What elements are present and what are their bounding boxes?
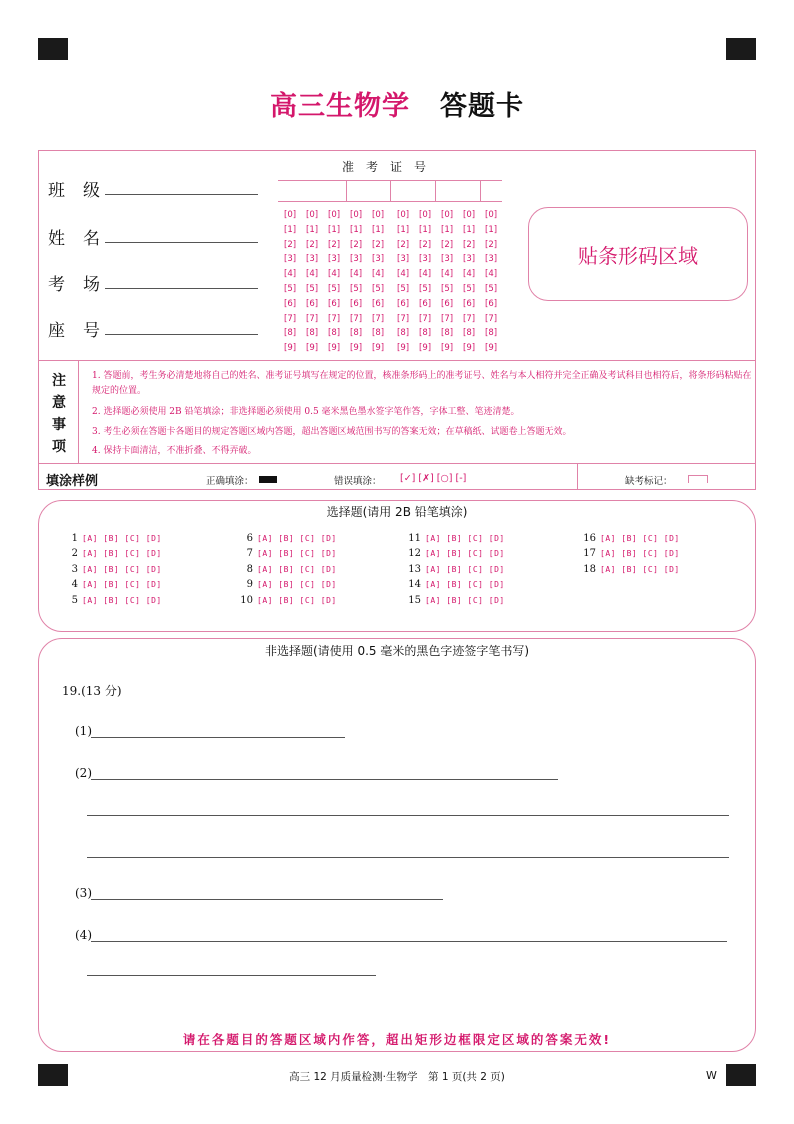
exam-id-bubble[interactable]: [0] bbox=[328, 210, 341, 220]
exam-id-bubble[interactable]: [2] bbox=[419, 239, 432, 250]
exam-id-bubble[interactable]: [6] bbox=[306, 298, 319, 309]
absent-mark-box[interactable] bbox=[688, 475, 708, 483]
exam-id-bubble[interactable]: [8] bbox=[397, 328, 410, 339]
exam-id-bubble[interactable]: [2] bbox=[463, 239, 476, 250]
page-footer: 高三 12 月质量检测·生物学 第 1 页(共 2 页) bbox=[289, 1071, 505, 1083]
field-class-label: 班级 bbox=[48, 181, 118, 201]
grid-sep bbox=[435, 181, 436, 201]
answer-options[interactable]: [A] [B] [C] [D] bbox=[257, 564, 337, 574]
exam-id-bubble[interactable]: [8] bbox=[350, 328, 363, 339]
part-2-label: (2) bbox=[75, 766, 92, 780]
field-class-input[interactable] bbox=[105, 194, 258, 195]
title-card: 答题卡 bbox=[440, 91, 524, 122]
question-number: 6 bbox=[246, 533, 253, 544]
exam-id-bubble[interactable]: [9] bbox=[463, 343, 476, 354]
answer-options[interactable]: [A] [B] [C] [D] bbox=[82, 580, 162, 590]
exam-id-bubble[interactable]: [0] bbox=[372, 210, 385, 220]
notice-char: 意 bbox=[52, 395, 66, 411]
exam-id-bubble[interactable]: [1] bbox=[419, 224, 432, 235]
question-19-label: 19.(13 分) bbox=[62, 684, 122, 698]
title-subject: 高三生物学 bbox=[270, 91, 410, 122]
exam-id-bubble[interactable]: [3] bbox=[485, 254, 498, 265]
exam-id-bubble[interactable]: [1] bbox=[463, 224, 476, 235]
choice-question-row bbox=[403, 562, 505, 577]
exam-id-bubble[interactable]: [9] bbox=[485, 343, 498, 354]
exam-id-bubble[interactable]: [9] bbox=[419, 343, 432, 354]
fill-sample-label: 填涂样例 bbox=[46, 474, 99, 489]
field-room-label: 考场 bbox=[48, 275, 118, 295]
notice-label bbox=[40, 370, 78, 458]
exam-id-bubble[interactable]: [9] bbox=[328, 343, 341, 354]
exam-id-bubble[interactable]: [9] bbox=[350, 343, 363, 354]
exam-id-bubble[interactable]: [5] bbox=[397, 283, 410, 294]
exam-id-bubble[interactable]: [7] bbox=[397, 313, 410, 324]
part-2-answer-line[interactable] bbox=[87, 857, 729, 858]
exam-id-bubble[interactable]: [7] bbox=[306, 313, 319, 324]
exam-id-bubble[interactable]: [5] bbox=[372, 283, 385, 294]
grid-sep bbox=[346, 181, 347, 201]
choice-question-row bbox=[235, 531, 337, 546]
exam-id-bubble[interactable]: [0] bbox=[485, 210, 498, 220]
choice-question-row bbox=[60, 531, 162, 546]
exam-id-bubble[interactable]: [4] bbox=[284, 269, 297, 280]
exam-id-bubble[interactable]: [3] bbox=[328, 254, 341, 265]
question-number: 17 bbox=[583, 548, 596, 560]
question-number: 11 bbox=[408, 533, 421, 544]
exam-id-bubble[interactable]: [3] bbox=[372, 254, 385, 265]
notice-item-2: 2. 选择题必须使用 2B 铅笔填涂；非选择题必须使用 0.5 毫米黑色墨水签字笔作答，字体工整、笔迹清楚。 bbox=[92, 407, 520, 417]
exam-id-bubble[interactable]: [5] bbox=[463, 283, 476, 294]
exam-id-bubble[interactable]: [1] bbox=[397, 224, 410, 235]
question-number: 15 bbox=[408, 594, 421, 606]
choice-question-row bbox=[578, 562, 680, 577]
registration-mark-top-right bbox=[726, 38, 756, 60]
exam-id-bubble-column bbox=[397, 208, 409, 356]
choice-question-row bbox=[235, 562, 337, 577]
choice-column bbox=[578, 531, 680, 577]
answer-options[interactable]: [A] [B] [C] [D] bbox=[600, 534, 680, 543]
wrong-fill-label: 错误填涂： bbox=[334, 476, 382, 487]
question-number: 10 bbox=[240, 594, 253, 606]
question-number: 2 bbox=[71, 548, 78, 560]
question-number: 16 bbox=[583, 533, 596, 544]
answer-area-warning: 请在各题目的答题区域内作答，超出矩形边框限定区域的答案无效! bbox=[182, 1032, 612, 1047]
exam-id-bubble-column bbox=[485, 208, 497, 356]
question-number: 12 bbox=[408, 548, 421, 560]
exam-id-bubble[interactable]: [6] bbox=[397, 298, 410, 309]
part-4-answer-line[interactable] bbox=[91, 941, 727, 942]
choice-question-row bbox=[403, 577, 505, 592]
choice-question-row bbox=[578, 531, 680, 546]
part-1-answer-line[interactable] bbox=[91, 737, 345, 738]
notice-item-4: 4. 保持卡面清洁，不准折叠、不得弄破。 bbox=[92, 446, 257, 456]
exam-id-title: 准考证号 bbox=[341, 160, 438, 174]
exam-id-bubble[interactable]: [4] bbox=[463, 269, 476, 280]
choice-question-row bbox=[578, 546, 680, 561]
part-3-label: (3) bbox=[75, 886, 92, 900]
answer-options[interactable]: [A] [B] [C] [D] bbox=[600, 564, 680, 574]
exam-id-bubble[interactable]: [6] bbox=[419, 298, 432, 309]
answer-options[interactable]: [A] [B] [C] [D] bbox=[425, 549, 505, 559]
exam-id-bubble[interactable]: [4] bbox=[350, 269, 363, 280]
correct-fill-label: 正确填涂： bbox=[206, 476, 254, 487]
exam-id-bubble[interactable]: [8] bbox=[485, 328, 498, 339]
exam-id-bubble[interactable]: [1] bbox=[350, 224, 363, 235]
exam-id-bubble[interactable]: [3] bbox=[397, 254, 410, 265]
exam-id-bubble-column bbox=[419, 208, 431, 356]
part-1-label: (1) bbox=[75, 724, 92, 738]
exam-id-bubble[interactable]: [0] bbox=[441, 210, 454, 220]
exam-id-bubble[interactable]: [2] bbox=[350, 239, 363, 250]
exam-id-bubble[interactable]: [0] bbox=[350, 210, 363, 220]
exam-id-bubble[interactable]: [9] bbox=[284, 343, 297, 354]
exam-id-bubble[interactable]: [7] bbox=[372, 313, 385, 324]
exam-id-bubble[interactable]: [6] bbox=[328, 298, 341, 309]
exam-id-bubble[interactable]: [7] bbox=[350, 313, 363, 324]
exam-id-bubble[interactable]: [8] bbox=[284, 328, 297, 339]
exam-id-bubble[interactable]: [0] bbox=[419, 210, 432, 220]
exam-id-bubble-column bbox=[463, 208, 475, 356]
answer-options[interactable]: [A] [B] [C] [D] bbox=[82, 549, 162, 559]
exam-id-bubble[interactable]: [5] bbox=[485, 283, 498, 294]
exam-id-bubble[interactable]: [7] bbox=[419, 313, 432, 324]
exam-id-bubble[interactable]: [1] bbox=[441, 224, 454, 235]
part-4-answer-line[interactable] bbox=[87, 975, 376, 976]
question-number: 18 bbox=[583, 563, 596, 575]
exam-id-write-grid[interactable] bbox=[278, 180, 502, 202]
exam-id-bubble[interactable]: [6] bbox=[284, 298, 297, 309]
exam-id-bubble[interactable]: [9] bbox=[372, 343, 385, 354]
answer-options[interactable]: [A] [B] [C] [D] bbox=[257, 549, 337, 559]
exam-id-bubble-column bbox=[372, 208, 384, 356]
choice-question-row bbox=[403, 593, 505, 608]
choice-question-row bbox=[403, 546, 505, 561]
exam-id-bubble[interactable]: [1] bbox=[306, 224, 319, 235]
wrong-fill-samples: [✓] [✗] [○] [-] bbox=[400, 473, 467, 484]
exam-id-bubble[interactable]: [4] bbox=[485, 269, 498, 280]
exam-id-bubble[interactable]: [0] bbox=[397, 210, 410, 220]
exam-id-bubble-column bbox=[284, 208, 296, 356]
non-choice-title: 非选择题(请使用 0.5 毫米的黑色字迹签字笔书写) bbox=[264, 644, 530, 658]
exam-id-bubble[interactable]: [6] bbox=[372, 298, 385, 309]
exam-id-bubble[interactable]: [2] bbox=[306, 239, 319, 250]
exam-id-bubble[interactable]: [3] bbox=[284, 254, 297, 265]
notice-item-1: 1. 答题前，考生务必清楚地将自己的姓名、准考证号填写在规定的位置，核准条形码上的准考证号、姓名与本人相符并完全正确及考试科目也相符后，将条形码粘贴在规定的位置。 bbox=[92, 371, 752, 396]
exam-id-bubble[interactable]: [5] bbox=[284, 283, 297, 294]
answer-options[interactable]: [A] [B] [C] [D] bbox=[257, 534, 337, 543]
grid-sep bbox=[480, 181, 481, 201]
exam-id-bubble[interactable]: [9] bbox=[441, 343, 454, 354]
exam-id-bubble[interactable]: [6] bbox=[463, 298, 476, 309]
grid-sep bbox=[390, 181, 391, 201]
answer-options[interactable]: [A] [B] [C] [D] bbox=[425, 595, 505, 605]
non-choice-section bbox=[38, 638, 756, 1052]
exam-id-bubble[interactable]: [8] bbox=[419, 328, 432, 339]
choice-question-row bbox=[235, 577, 337, 592]
exam-id-bubble[interactable]: [5] bbox=[350, 283, 363, 294]
exam-id-bubble-column bbox=[306, 208, 318, 356]
answer-options[interactable]: [A] [B] [C] [D] bbox=[82, 564, 162, 574]
notice-label-divider bbox=[78, 360, 79, 463]
exam-id-bubble[interactable]: [5] bbox=[441, 283, 454, 294]
field-seat-label: 座号 bbox=[48, 321, 118, 341]
exam-id-bubble[interactable]: [9] bbox=[306, 343, 319, 354]
field-seat-input[interactable] bbox=[105, 334, 258, 335]
part-2-answer-line[interactable] bbox=[87, 815, 729, 816]
exam-id-bubble[interactable]: [8] bbox=[306, 328, 319, 339]
answer-options[interactable]: [A] [B] [C] [D] bbox=[600, 549, 680, 559]
choice-question-row bbox=[60, 593, 162, 608]
exam-id-bubble-column bbox=[350, 208, 362, 356]
exam-id-bubble[interactable]: [3] bbox=[441, 254, 454, 265]
fill-sample-divider bbox=[38, 463, 756, 464]
exam-id-bubble[interactable]: [2] bbox=[284, 239, 297, 250]
question-number: 3 bbox=[71, 563, 78, 575]
question-number: 8 bbox=[246, 563, 253, 575]
exam-id-bubble[interactable]: [7] bbox=[485, 313, 498, 324]
choice-title: 选择题(请用 2B 铅笔填涂) bbox=[326, 505, 468, 519]
answer-options[interactable]: [A] [B] [C] [D] bbox=[425, 534, 505, 543]
exam-id-bubble[interactable]: [4] bbox=[397, 269, 410, 280]
exam-id-bubble[interactable]: [4] bbox=[372, 269, 385, 280]
exam-id-bubble[interactable]: [8] bbox=[372, 328, 385, 339]
exam-id-bubble[interactable]: [8] bbox=[328, 328, 341, 339]
absent-label: 缺考标记： bbox=[625, 476, 673, 487]
exam-id-bubble[interactable]: [1] bbox=[485, 224, 498, 235]
notice-item-3: 3. 考生必须在答题卡各题目的规定答题区域内答题，超出答题区域范围书写的答案无效；在草稿纸、试题卷上答题无效。 bbox=[92, 427, 572, 437]
exam-id-bubble[interactable]: [7] bbox=[441, 313, 454, 324]
notice-char: 项 bbox=[52, 439, 66, 455]
exam-id-bubble[interactable]: [9] bbox=[397, 343, 410, 354]
answer-options[interactable]: [A] [B] [C] [D] bbox=[257, 580, 337, 590]
registration-mark-top-left bbox=[38, 38, 68, 60]
exam-id-bubble[interactable]: [5] bbox=[419, 283, 432, 294]
choice-column bbox=[403, 531, 505, 608]
exam-id-bubble[interactable]: [4] bbox=[306, 269, 319, 280]
exam-id-bubble[interactable]: [0] bbox=[306, 210, 319, 220]
choice-question-row bbox=[403, 531, 505, 546]
answer-options[interactable]: [A] [B] [C] [D] bbox=[425, 580, 505, 590]
question-number: 7 bbox=[246, 548, 253, 560]
exam-id-bubble[interactable]: [4] bbox=[328, 269, 341, 280]
exam-id-bubble[interactable]: [2] bbox=[441, 239, 454, 250]
part-3-answer-line[interactable] bbox=[91, 899, 443, 900]
part-2-answer-line[interactable] bbox=[91, 779, 558, 780]
exam-id-bubble[interactable]: [0] bbox=[463, 210, 476, 220]
part-4-label: (4) bbox=[75, 928, 92, 942]
choice-question-row bbox=[60, 577, 162, 592]
exam-id-bubble[interactable]: [8] bbox=[463, 328, 476, 339]
exam-id-bubble[interactable]: [1] bbox=[284, 224, 297, 235]
answer-options[interactable]: [A] [B] [C] [D] bbox=[425, 564, 505, 574]
exam-id-bubble[interactable]: [7] bbox=[463, 313, 476, 324]
choice-question-row bbox=[60, 562, 162, 577]
exam-id-bubble[interactable]: [2] bbox=[485, 239, 498, 250]
exam-id-bubble[interactable]: [3] bbox=[350, 254, 363, 265]
exam-id-bubble[interactable]: [3] bbox=[463, 254, 476, 265]
question-number: 4 bbox=[71, 579, 78, 591]
notice-char: 注 bbox=[52, 373, 66, 389]
exam-id-bubble[interactable]: [8] bbox=[441, 328, 454, 339]
exam-id-bubble[interactable]: [3] bbox=[306, 254, 319, 265]
question-number: 5 bbox=[71, 594, 78, 606]
exam-id-bubble[interactable]: [1] bbox=[328, 224, 341, 235]
exam-id-bubble[interactable]: [4] bbox=[441, 269, 454, 280]
choice-question-row bbox=[235, 546, 337, 561]
field-room-input[interactable] bbox=[105, 288, 258, 289]
exam-id-bubble[interactable]: [7] bbox=[328, 313, 341, 324]
exam-id-bubble[interactable]: [6] bbox=[441, 298, 454, 309]
exam-id-bubble[interactable]: [5] bbox=[328, 283, 341, 294]
exam-id-bubble[interactable]: [2] bbox=[328, 239, 341, 250]
question-number: 13 bbox=[408, 563, 421, 575]
absent-divider bbox=[577, 463, 578, 490]
exam-id-bubble[interactable]: [3] bbox=[419, 254, 432, 265]
footer-letter: W bbox=[706, 1069, 717, 1082]
exam-id-bubble[interactable]: [5] bbox=[306, 283, 319, 294]
field-name-label: 姓名 bbox=[48, 229, 118, 249]
exam-id-bubble-column bbox=[328, 208, 340, 356]
notice-char: 事 bbox=[52, 417, 66, 433]
answer-options[interactable]: [A] [B] [C] [D] bbox=[82, 534, 162, 543]
exam-id-bubble[interactable]: [0] bbox=[284, 210, 297, 220]
question-number: 14 bbox=[408, 579, 421, 591]
choice-question-row bbox=[60, 546, 162, 561]
choice-question-row bbox=[235, 593, 337, 608]
correct-fill-sample bbox=[259, 476, 277, 483]
exam-id-bubble[interactable]: [4] bbox=[419, 269, 432, 280]
exam-id-bubble[interactable]: [1] bbox=[372, 224, 385, 235]
choice-column bbox=[60, 531, 162, 608]
question-number: 1 bbox=[71, 533, 78, 544]
info-divider bbox=[38, 360, 756, 361]
exam-id-bubble[interactable]: [2] bbox=[372, 239, 385, 250]
answer-options[interactable]: [A] [B] [C] [D] bbox=[82, 595, 162, 605]
answer-options[interactable]: [A] [B] [C] [D] bbox=[257, 595, 337, 605]
choice-column bbox=[235, 531, 337, 608]
exam-id-bubble[interactable]: [2] bbox=[397, 239, 410, 250]
exam-id-bubble[interactable]: [6] bbox=[485, 298, 498, 309]
question-number: 9 bbox=[246, 579, 253, 591]
barcode-area: 贴条形码区域 bbox=[528, 207, 748, 301]
exam-id-bubble[interactable]: [6] bbox=[350, 298, 363, 309]
exam-id-bubble[interactable]: [7] bbox=[284, 313, 297, 324]
page-title bbox=[0, 84, 794, 123]
field-name-input[interactable] bbox=[105, 242, 258, 243]
exam-id-bubble-column bbox=[441, 208, 453, 356]
